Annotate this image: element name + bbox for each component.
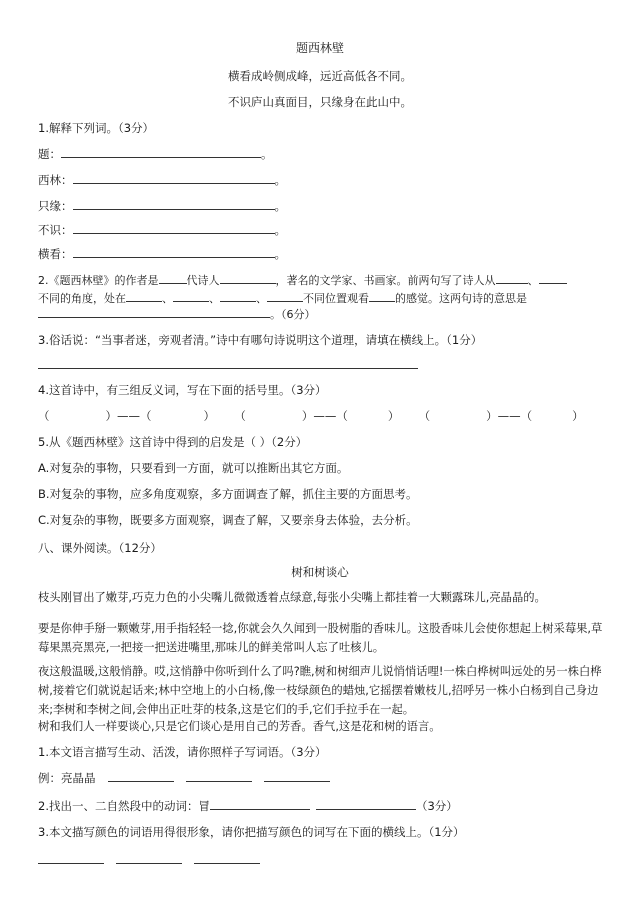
q1-term-label: 只缘： [38,199,73,213]
q3-answer-line[interactable] [38,368,418,369]
q1-term-row [38,172,286,188]
q2-text: 的感觉。这两句诗的意思是 [395,292,527,305]
poem-line-1: 横看成岭侧成峰，远近高低各不同。 [228,69,412,83]
answer-blank[interactable] [108,770,174,782]
article-paragraph-1: 枝头刚冒出了嫩芽,巧克力色的小尖嘴儿微微透着点绿意,每张小尖嘴上都挂着一大颗露珠儿,亮晶晶的。 [38,591,546,604]
answer-blank[interactable] [369,290,395,302]
q2-text: 、 [256,292,267,305]
answer-blank[interactable] [126,290,162,302]
q1-term-row [38,246,286,262]
answer-blank[interactable] [159,272,187,284]
answer-blank[interactable] [73,172,275,184]
answer-blank[interactable] [539,272,567,284]
article-paragraph-4: 树和我们人一样要谈心,只是它们谈心是用自己的芳香。香气,这是花和树的语言。 [38,720,441,733]
antonym-pair [38,409,219,423]
q1-term-row [38,222,286,238]
answer-blank[interactable] [316,798,416,810]
close-paren: ） [203,409,215,423]
poem-line-2: 不识庐山真面目，只缘身在此山中。 [228,95,412,109]
r2-row [38,798,458,814]
article-paragraph-2: 要是你伸手掰一颗嫩芽,用手指轻轻一捻,你就会久久闻到一股树脂的香味儿。这股香味儿会使你想起上树采莓果,草莓果黑亮黑亮,一把接一把送进嘴里,那味儿的鲜美常叫人忘了吐核儿。 [38,622,603,654]
q2-line-2 [38,290,527,307]
q1-heading: 1.解释下列词。（3分） [38,121,155,135]
q1-term-label: 不识： [38,223,73,237]
antonym-pair [234,409,403,423]
open-paren: （ [140,409,152,423]
period: 。 [261,147,273,161]
answer-blank[interactable] [220,290,256,302]
close-paren: ） [486,409,498,423]
q5-option-c[interactable]: C.对复杂的事物，既要多方面观察，调查了解，又要亲身去体验，去分析。 [38,513,418,527]
answer-blank[interactable] [73,198,275,210]
dash: —— [313,409,337,423]
r2-score: （3分） [415,799,458,813]
q2-line-1 [38,272,567,289]
q2-text: 不同的角度，处在 [38,292,126,305]
period: 。 [274,223,286,237]
answer-blank[interactable] [38,852,104,864]
q2-text: 、 [162,292,173,305]
q1-term-row [38,198,286,214]
q5-heading: 5.从《题西林壁》这首诗中得到的启发是（ ）（2分） [38,435,308,449]
q2-text: 2.《题西林壁》的作者是 [38,274,159,287]
q2-text: 、 [209,292,220,305]
q1-term-label: 西林： [38,173,73,187]
close-paren: ） [387,409,400,423]
period: 。 [274,247,286,261]
close-paren: ） [301,409,314,423]
q1-term-row [38,146,273,162]
open-paren: （ [520,409,533,423]
q2-text: 代诗人 [186,274,220,287]
q5-option-a[interactable]: A.对复杂的事物，只要看到一方面，就可以推断出其它方面。 [38,461,349,475]
answer-blank[interactable] [116,852,182,864]
q4-heading: 4.这首诗中，有三组反义词，写在下面的括号里。（3分） [38,383,327,397]
r3-answer-row [38,852,260,868]
antonym-pair [419,409,584,423]
answer-blank[interactable] [194,852,260,864]
q2-line-3 [38,306,316,323]
q3-text: 3.俗话说：“当事者迷，旁观者清。”诗中有哪句诗说明这个道理，请填在横线上。（1分） [38,333,483,347]
answer-blank[interactable] [73,222,275,234]
r2-text: 2.找出一、二自然段中的动词：冒 [38,799,210,813]
answer-blank[interactable] [61,146,261,158]
poem-title: 题西林壁 [295,41,344,55]
q2-text: 、 [527,274,539,287]
q2-text: ，著名的文学家、书画家。前两句写了诗人从 [275,274,496,287]
answer-blank[interactable] [210,798,310,810]
article-title: 树和树谈心 [291,565,349,579]
answer-blank[interactable] [186,770,252,782]
close-paren: ） [572,409,584,423]
r1-example-label: 例：亮晶晶 [38,771,96,785]
open-paren: （ [336,409,348,423]
answer-blank[interactable] [38,306,270,318]
answer-blank[interactable] [496,272,528,284]
answer-blank[interactable] [220,272,276,284]
section8-heading: 八、课外阅读。（12分） [38,541,162,555]
r3-text: 3.本文描写颜色的词语用得很形象，请你把描写颜色的词写在下面的横线上。（1分） [38,825,465,839]
dash: —— [117,409,140,423]
q1-term-label: 题： [38,147,61,161]
q4-pairs [38,408,584,424]
period: 。 [274,199,286,213]
q2-text: 。（6分） [270,308,316,321]
q5-option-b[interactable]: B.对复杂的事物，应多角度观察，多方面调查了解，抓住主要的方面思考。 [38,487,418,501]
answer-blank[interactable] [173,290,209,302]
r1-text: 1.本文语言描写生动、活泼，请你照样子写词语。（3分） [38,745,327,759]
open-paren: （ [38,409,50,423]
q2-text: 不同位置观看 [303,292,369,305]
open-paren: （ [418,409,431,423]
q1-term-label: 横看： [38,247,73,261]
article-paragraph-3: 夜这般温暖,这般悄静。哎,这悄静中你听到什么了吗?瞧,树和树细声儿说悄悄话哩!一株白桦树叫远处的另一株白桦树,接着它们就说起话来;林中空地上的小白杨,像一枝绿颜色的蜡烛,它摇摆着嫩枝儿,招呼另一株小白杨到自己身边来;李树和李树之间,会伸出正吐芽的枝条,这是它们的手,它们手拉手在一起。 [38,665,602,716]
dash: —— [497,409,521,423]
answer-blank[interactable] [264,770,330,782]
answer-blank[interactable] [267,290,303,302]
period: 。 [274,173,286,187]
open-paren: （ [234,409,246,423]
answer-blank[interactable] [73,246,275,258]
close-paren: ） [105,409,117,423]
r1-example-row [38,770,330,786]
